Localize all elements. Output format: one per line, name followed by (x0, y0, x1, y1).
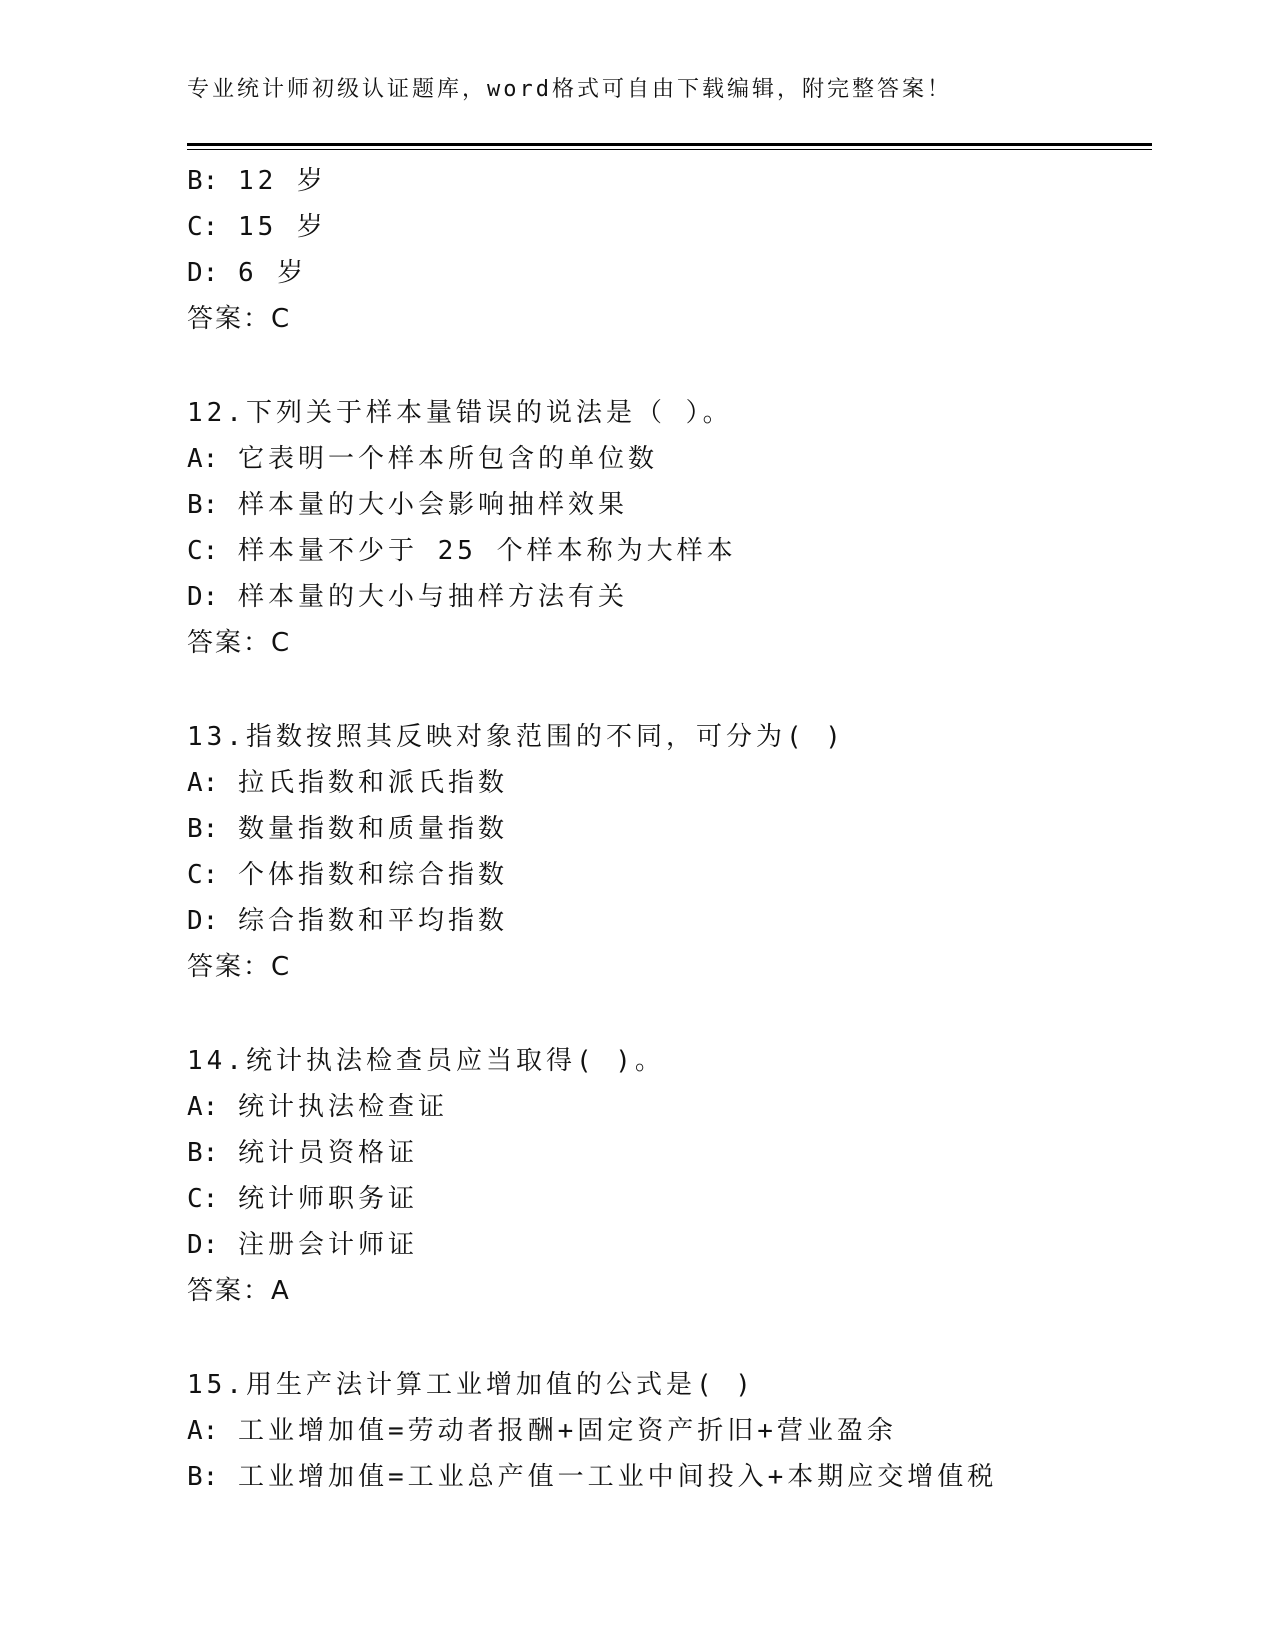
option-letter: B: (187, 1138, 219, 1168)
option-letter: B: (187, 1462, 219, 1492)
option-b (187, 158, 1147, 204)
option-letter: B: (187, 814, 219, 844)
option-text: 个体指数和综合指数 (237, 860, 508, 890)
option-text: 统计员资格证 (237, 1138, 418, 1168)
option-letter: D: (187, 906, 219, 936)
question-stem: 14.统计执法检查员应当取得( )。 (187, 1046, 665, 1076)
option-b (187, 806, 1147, 852)
option-a (187, 760, 1147, 806)
option-letter: C: (187, 860, 219, 890)
option-b (187, 1130, 1147, 1176)
option-text: 样本量不少于 25 个样本称为大样本 (237, 536, 737, 566)
question-stem: 13.指数按照其反映对象范围的不同，可分为( ) (187, 722, 845, 752)
option-letter: C: (187, 536, 219, 566)
option-c (187, 852, 1147, 898)
answer-line: 答案：C (187, 952, 292, 982)
option-letter: D: (187, 582, 219, 612)
option-a (187, 1408, 1147, 1454)
option-text: 注册会计师证 (237, 1230, 418, 1260)
option-text: 拉氏指数和派氏指数 (237, 768, 508, 798)
option-letter: A: (187, 1416, 219, 1446)
option-a (187, 1084, 1147, 1130)
option-d (187, 574, 1147, 620)
option-letter: D: (187, 258, 219, 288)
option-letter: C: (187, 1184, 219, 1214)
option-text: 数量指数和质量指数 (237, 814, 508, 844)
option-d (187, 898, 1147, 944)
option-text: 它表明一个样本所包含的单位数 (237, 444, 658, 474)
question-14 (187, 1038, 1147, 1314)
answer-line: 答案：C (187, 304, 292, 334)
header-rule-thick (187, 143, 1152, 146)
option-text: 统计执法检查证 (237, 1092, 448, 1122)
option-text: 工业增加值=工业总产值一工业中间投入+本期应交增值税 (237, 1462, 998, 1492)
option-c (187, 528, 1147, 574)
option-letter: D: (187, 1230, 219, 1260)
option-text: 综合指数和平均指数 (237, 906, 508, 936)
option-letter: A: (187, 1092, 219, 1122)
option-b (187, 1454, 1147, 1500)
answer-line: 答案：C (187, 628, 292, 658)
option-c (187, 204, 1147, 250)
option-text: 15 岁 (237, 212, 327, 242)
option-text: 6 岁 (237, 258, 308, 288)
question-11-continuation (187, 158, 1147, 342)
option-letter: C: (187, 212, 219, 242)
question-stem: 12.下列关于样本量错误的说法是（ ）。 (187, 398, 733, 428)
option-letter: B: (187, 490, 219, 520)
option-text: 工业增加值=劳动者报酬+固定资产折旧+营业盈余 (237, 1416, 897, 1446)
option-d (187, 1222, 1147, 1268)
question-stem: 15.用生产法计算工业增加值的公式是( ) (187, 1370, 755, 1400)
option-c (187, 1176, 1147, 1222)
option-d (187, 250, 1147, 296)
option-letter: B: (187, 166, 219, 196)
option-text: 统计师职务证 (237, 1184, 418, 1214)
question-13 (187, 714, 1147, 990)
option-letter: A: (187, 768, 219, 798)
option-a (187, 436, 1147, 482)
question-12 (187, 390, 1147, 666)
answer-line: 答案：A (187, 1276, 291, 1306)
option-letter: A: (187, 444, 219, 474)
page-header: 专业统计师初级认证题库，word格式可自由下载编辑，附完整答案！ (187, 77, 952, 102)
option-text: 12 岁 (237, 166, 327, 196)
option-b (187, 482, 1147, 528)
document-body (187, 158, 1147, 1500)
question-15 (187, 1362, 1147, 1500)
header-rule-thin (187, 149, 1152, 150)
option-text: 样本量的大小与抽样方法有关 (237, 582, 628, 612)
option-text: 样本量的大小会影响抽样效果 (237, 490, 628, 520)
